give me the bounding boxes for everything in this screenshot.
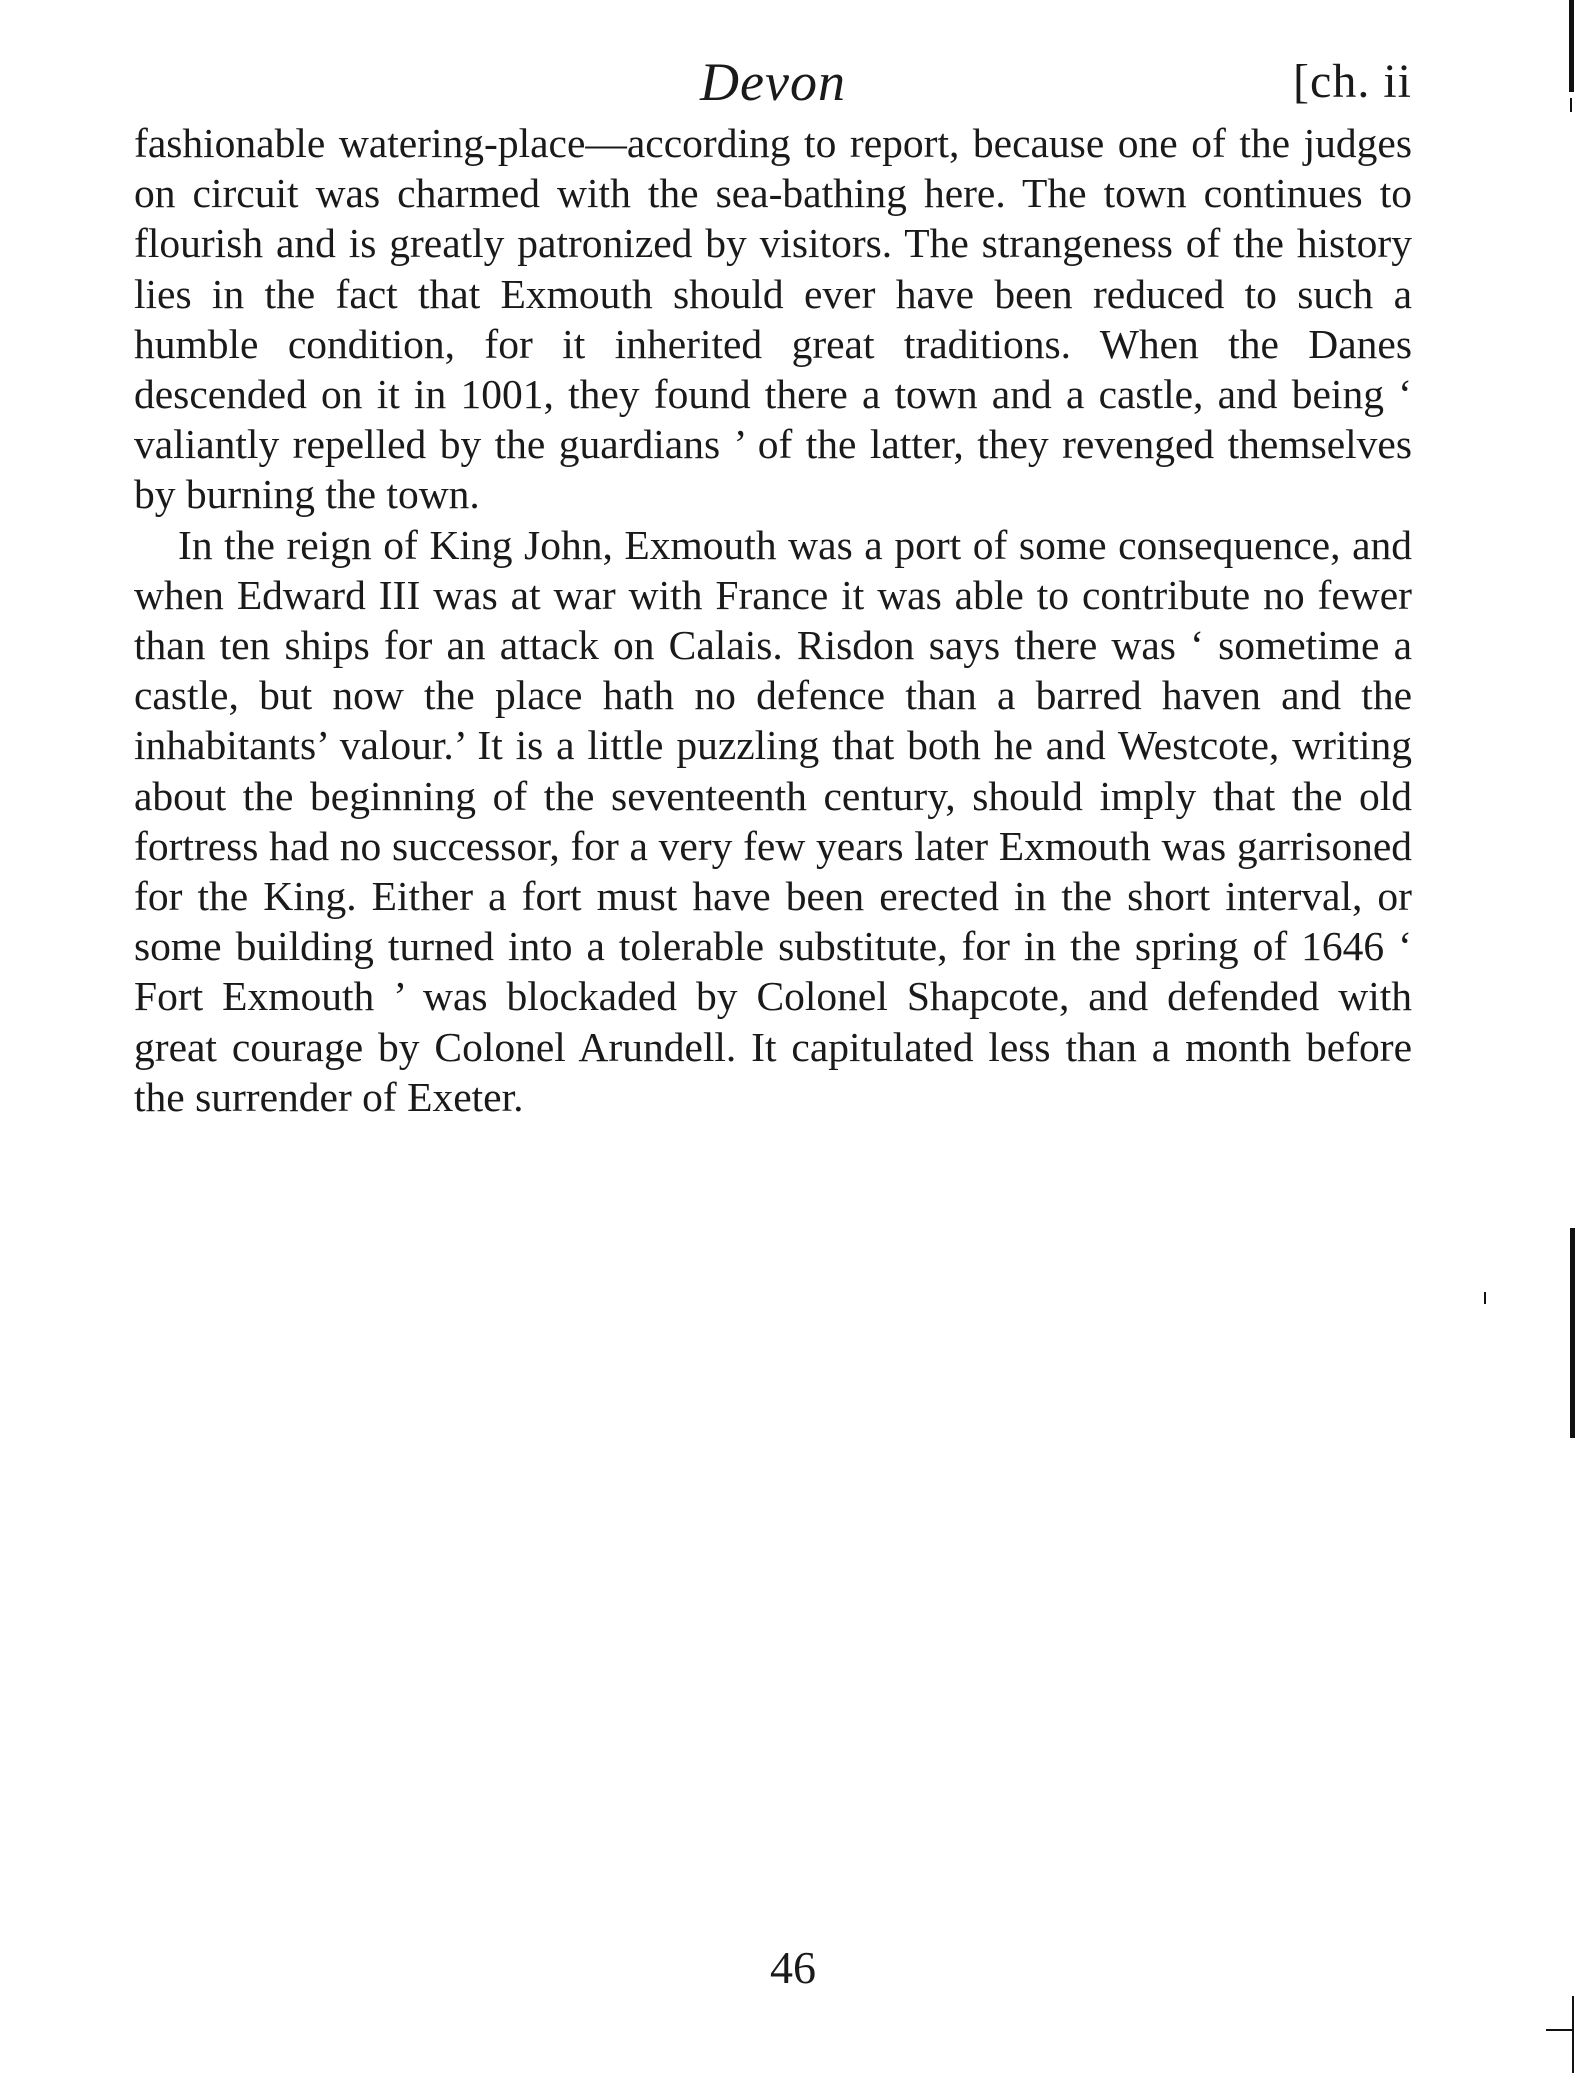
running-title: Devon xyxy=(700,52,846,112)
paragraph-exmouth-history: In the reign of King John, Exmouth was a port of some consequence, and when Edward III was at war with France it was able to contribute no fewer than ten ships for an attack on Calais. Risdon says there was ‘ sometime a castle, but now the place hath no defence than a barred haven and the inhabitants’ valour.’ It is a little puzzling that both he and Westcote, writing about the beginning of the seventeenth century, should imply that the old fortress had no successor, for a very few years later Exmouth was garrisoned for the King. Either a fort must have been erected in the short interval, or some building turned into a tolerable substitute, for in the spring of 1646 ‘ Fort Exmouth ’ was blockaded by Colonel Shapcote, and defended with great courage by Colonel Arundell. It capitulated less than a month before the surrender of Exeter. xyxy=(134,521,1412,1120)
page-number: 46 xyxy=(770,1942,816,1993)
running-head xyxy=(134,42,1412,122)
scan-speck xyxy=(1484,1292,1486,1304)
scan-edge-tick xyxy=(1570,98,1572,112)
scan-edge-mark-middle xyxy=(1570,1228,1575,1438)
scan-edge-mark-top xyxy=(1569,0,1574,92)
chapter-reference: [ch. ii xyxy=(1293,55,1412,108)
paragraph-continuation: fashionable watering-place—according to report, because one of the judges on circuit was charmed with the sea-bathing here. The town continues to flourish and is greatly patronized by visitors. The strangeness of the history lies in the fact that Exmouth should ever have been reduced to such a humble condition, for it inherited great traditions. When the Danes descended on it in 1001, they found there a town and a castle, and being ‘ valiantly repelled by the guardians ’ of the latter, they revenged themselves by burning the town. xyxy=(134,120,1412,518)
scan-edge-mark-bottom-arm xyxy=(1546,2029,1572,2031)
scan-edge-mark-bottom xyxy=(1572,1996,1574,2073)
body-text xyxy=(134,118,1412,1122)
